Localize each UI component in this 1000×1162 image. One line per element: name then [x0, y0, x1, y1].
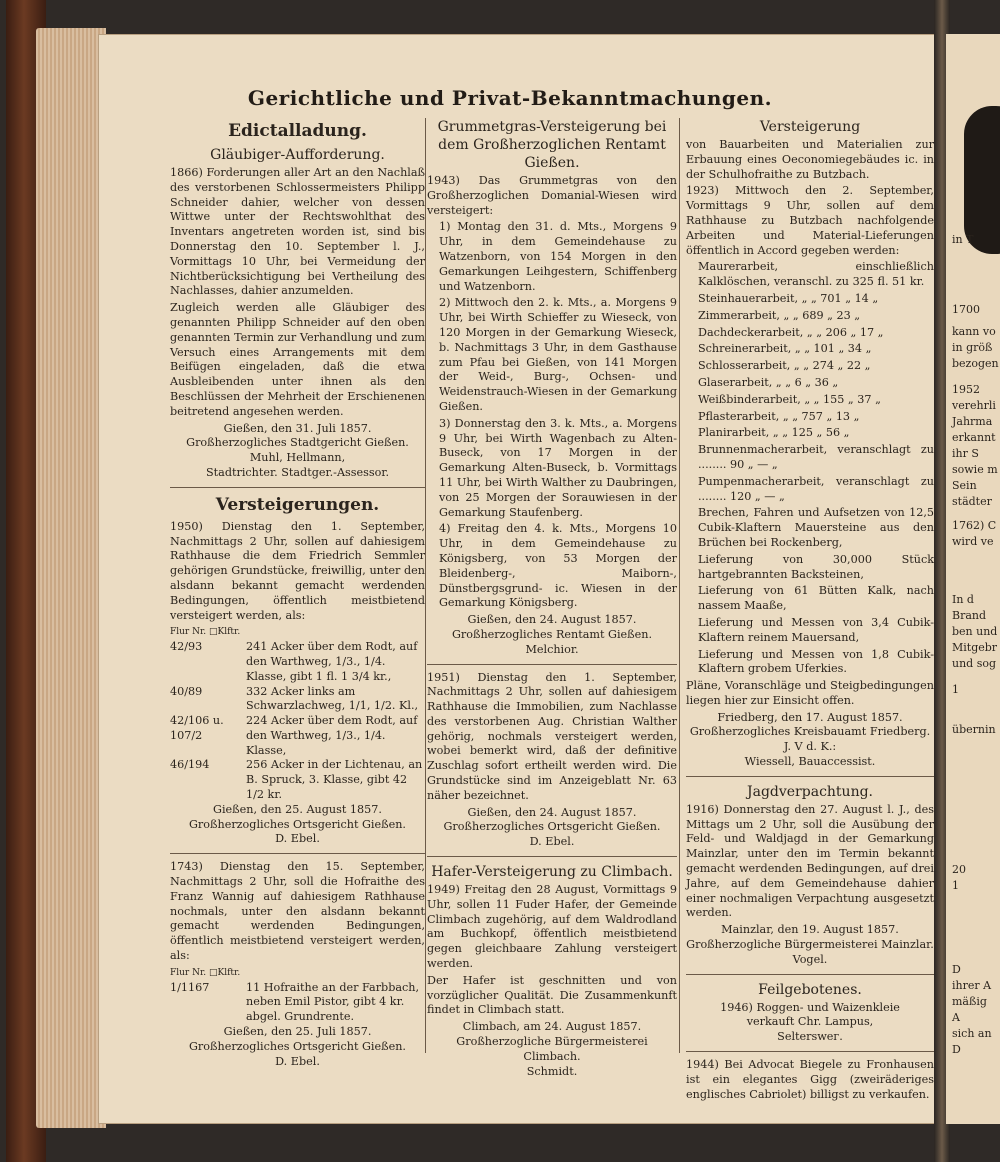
fragment: ben und [952, 625, 998, 638]
notice-text: Der Hafer ist geschnitten und von vorzüglicher Qualität. Die Zusammenkunft findet in Climbach statt. [427, 973, 677, 1017]
list-item: Pumpenmacherarbeit, veranschlagt zu ........ 120 „ — „ [698, 474, 934, 503]
fragment: und sog [952, 657, 997, 670]
fragment: in größ [952, 341, 993, 354]
signatory: D. Ebel. [529, 835, 575, 849]
notice-item: 3) Donnerstag den 3. k. Mts., a. Morgens 9 Uhr, bei Wirth Wagenbach zu Alten-Buseck, von 17 Morgen in der Gemarkung Alten-Buseck, b. Vormittags 11 Uhr, bei Wirth Walther zu Daubringen, von 25 Morgen der Sorauwiesen in der Gemarkung Staufenberg. [439, 416, 677, 519]
issuer: Großherzogliches Ortsgericht Gießen. [443, 820, 661, 834]
section-title: Versteigerung [759, 119, 861, 135]
issuer: Großherzogliches Kreisbauamt Friedberg. [689, 725, 931, 739]
signatory: Schmidt. [526, 1064, 578, 1078]
notice-date: Gießen, den 24. August 1857. [467, 613, 637, 627]
notice-date: Gießen, den 25. August 1857. [213, 802, 382, 816]
fragment: Brand [952, 609, 987, 622]
fragment: ihr S [952, 447, 979, 460]
notice-date: Gießen, den 25. Juli 1857. [223, 1025, 372, 1039]
list-item: Weißbinderarbeit, „ „ 155 „ 37 „ [698, 392, 881, 406]
fragment: sowie m [952, 463, 998, 476]
large-initial [964, 106, 1000, 254]
notice-text: 1923) Mittwoch den 2. September, Vormittags 9 Uhr, sollen auf dem Rathhause zu Butzbach nachfolgende Arbeiten und Material-Lieferungen öffentlich in Accord gegeben werden: [686, 184, 934, 257]
parcel-row: 40/89 332 Acker links am Schwarzlachweg, 1/1, 1/2. Kl., [170, 684, 419, 713]
signatory-roles: Stadtrichter. Stadtger.-Assessor. [205, 465, 390, 479]
fragment: D [952, 963, 961, 976]
signatory: Melchior. [525, 642, 579, 656]
signatory: D. Ebel. [275, 832, 320, 846]
fragment: in T [952, 233, 974, 246]
list-item: Steinhauerarbeit, „ „ 701 „ 14 „ [698, 291, 879, 305]
notice-text: 1943) Das Grummetgras von den Großherzoglichen Domanial-Wiesen wird versteigert: [427, 174, 677, 217]
list-item: Lieferung von 61 Bütten Kalk, nach nassem Maaße, [698, 584, 934, 613]
list-item: Zimmerarbeit, „ „ 689 „ 23 „ [698, 308, 861, 322]
fragment: kann vo [952, 325, 996, 338]
fragment: 1 [952, 683, 959, 696]
issuer: Großherzogliches Ortsgericht Gießen. [189, 817, 406, 831]
section-title: Jagdverpachtung. [746, 783, 873, 800]
list-item: Lieferung und Messen von 3,4 Cubik-Klaftern reinem Mauersand, [698, 615, 934, 644]
signatories: Muhl, Hellmann, [249, 451, 346, 465]
section-subtitle: Gläubiger-Aufforderung. [210, 147, 385, 163]
notice-text: 1944) Bei Advocat Biegele zu Fronhausen ist ein elegantes Gigg (zweiräderiges englisches Cabriolet) billigst zu verkaufen. [686, 1058, 934, 1101]
fragment: städter [952, 495, 992, 508]
separator [427, 664, 677, 665]
notice-item: 1) Montag den 31. d. Mts., Morgens 9 Uhr, in dem Gemeindehause zu Watzenborn, von 154 Morgen in den Gemarkungen Leihgestern, Schiffenberg und Watzenborn. [439, 220, 677, 293]
notice-text: 1866) Forderungen aller Art an den Nachlaß des verstorbenen Schlossermeisters Philipp Schneider dahier, welcher von dessen Wittwe unter der Rechtswohlthat des Inventars angetreten worden ist, sind bis Donnerstag den 10. September l. J., Vormittags 10 Uhr, bei Vermeidung der Nichtberücksichtigung bei Vertheilung des Nachlasses, dahier anzumelden. [170, 166, 425, 298]
section-subtitle: von Bauarbeiten und Materialien zur Erbauung eines Oeconomiegebäudes ic. in der Schulhofraithe zu Butzbach. [686, 138, 934, 181]
fragment: D [952, 1043, 961, 1056]
fragment: wird ve [952, 535, 994, 548]
fragment: Jahrma [952, 415, 993, 428]
notice-date: Mainzlar, den 19. August 1857. [721, 923, 899, 937]
column-1 [170, 118, 425, 1069]
separator [170, 853, 425, 854]
notice-text: 1949) Freitag den 28 August, Vormittags 9 Uhr, sollen 11 Fuder Hafer, der Gemeinde Climbach zugehörig, auf dem Waldrodland am Buchkopf, öffentlich meistbietend gegen gleichbaare Zahlung versteigert werden. [427, 883, 677, 971]
section-title: Versteigerungen. [215, 494, 380, 515]
column-3 [686, 118, 934, 1104]
issuer: Großherzogliche Bürgermeisterei Mainzlar. [686, 938, 934, 952]
notice-text: 1950) Dienstag den 1. September, Nachmittags 2 Uhr, sollen auf dahiesigem Rathhause die dem Friedrich Semmler gehörigen Grundstücke, freiwillig, unter den alsdann bekannt gemacht werdenden Bedingungen, öffentlich meistbietend versteigert werden, als: [170, 519, 425, 622]
fragment: sich an [952, 1027, 992, 1040]
fragment: 1762) C [952, 519, 997, 532]
list-item: Schlosserarbeit, „ „ 274 „ 22 „ [698, 359, 871, 373]
fragment: Mitgebr [952, 641, 998, 654]
signatory: Wiessell, Bauaccessist. [744, 755, 876, 769]
notice-date: Friedberg, den 17. August 1857. [717, 710, 903, 724]
column-2 [427, 118, 677, 1079]
issuer: Großherzogliches Rentamt Gießen. [451, 627, 653, 641]
facing-page [946, 34, 1000, 1124]
column-divider [425, 118, 426, 1053]
issuer: Großherzogliches Stadtgericht Gießen. [186, 436, 409, 450]
fragment: In d [952, 593, 974, 606]
fragment: erkannt [952, 431, 996, 444]
fragment: mäßig [952, 995, 987, 1008]
fragment: A [952, 1011, 960, 1024]
fragment: 1 [952, 879, 959, 892]
list-item: Planirarbeit, „ „ 125 „ 56 „ [698, 426, 850, 440]
page-title: Gerichtliche und Privat-Bekanntmachungen. [247, 86, 773, 110]
notice-date: Climbach, am 24. August 1857. [462, 1020, 642, 1034]
issuer: Großherzogliche Bürgermeisterei Climbach. [456, 1035, 648, 1063]
parcel-row: 1/1167 11 Hofraithe an der Farbbach, neben Emil Pistor, gibt 4 kr. abgel. Grundrente. [170, 980, 420, 1024]
separator [427, 856, 677, 857]
signatory: D. Ebel. [275, 1054, 320, 1068]
notice-text: 1951) Dienstag den 1. September, Nachmittags 2 Uhr, sollen auf dahiesigem Rathhause die Immobilien, zum Nachlasse des verstorbenen Aug. Christian Walther gehörig, nochmals versteigert werden, wobei bemerkt wird, daß der definitive Zuschlag sofort ertheilt werden wird. Die Grundstücke sind im Anzeigeblatt Nr. 63 näher bezeichnet. [427, 670, 677, 802]
list-item: Maurerarbeit, einschließlich Kalklöschen, veranschl. zu 325 fl. 51 kr. [698, 260, 934, 289]
column-divider [679, 118, 680, 1053]
fragment: 1952 [952, 383, 980, 396]
fragment: verehrli [952, 399, 996, 412]
notice-line: Selterswег. [777, 1030, 843, 1044]
fragment: Sein [952, 479, 977, 492]
fragment: ihrer A [952, 979, 992, 992]
notice-line: verkauft Chr. Lampus, [746, 1015, 874, 1029]
list-item: Brunnenmacherarbeit, veranschlagt zu ........ 90 „ — „ [698, 443, 934, 471]
signatory-by: J. V d. K.: [783, 740, 837, 754]
page-edges [36, 28, 106, 1128]
notice-date: Gießen, den 24. August 1857. [467, 805, 637, 819]
fragment: bezogen [952, 357, 999, 370]
list-item: Pflasterarbeit, „ „ 757 „ 13 „ [698, 409, 860, 423]
notice-item: 4) Freitag den 4. k. Mts., Morgens 10 Uhr, in dem Gemeindehause zu Königsberg, von 53 Morgen der Bleidenberg-, Maiborn-, Dünstbergsgrund- ic. Wiesen in der Gemarkung Königsberg. [439, 522, 677, 610]
issuer: Großherzogliches Ortsgericht Gießen. [189, 1039, 406, 1053]
parcel-row: 42/106 u. 107/2 224 Acker über dem Rodt, auf den Warthweg, 1/3., 1/4. Klasse, [170, 714, 418, 757]
notice-text: Pläne, Voranschläge und Steigbedingungen liegen hier zur Einsicht offen. [686, 679, 934, 707]
section-title: Feilgebotenes. [758, 981, 862, 998]
parcel-row: 42/93 241 Acker über dem Rodt, auf den Warthweg, 1/3., 1/4. Klasse, gibt 1 fl. 1 3/4 kr., [170, 640, 418, 683]
list-item: Schreinerarbeit, „ „ 101 „ 34 „ [698, 342, 872, 356]
section-title: Edictalladung. [228, 121, 367, 141]
separator [686, 1051, 934, 1052]
notice-text: 1916) Donnerstag den 27. August l. J., des Mittags um 2 Uhr, soll die Ausübung der Feld- und Waldjagd in der Gemarkung Mainzlar, unter den im Termin bekannt gemacht werdenden Bedingungen, auf drei Jahre, auf dem Gemeindehause dahier einer nochmaligen Verpachtung ausgesetzt werden. [686, 802, 934, 920]
fragment: 1700 [952, 303, 980, 316]
notice-item: 2) Mittwoch den 2. k. Mts., a. Morgens 9 Uhr, bei Wirth Schieffer zu Wieseck, von 120 Morgen in der Gemarkung Wieseck, b. Nachmittags 3 Uhr, in dem Gasthause zum Pfau bei Gießen, von 141 Morgen der Weid-, Burg-, Ochsen- und Weidenstrauch-Wiesen in der Gemarkung Gießen. [439, 296, 677, 413]
notice-line: 1946) Roggen- und Waizenkleie [720, 1000, 900, 1014]
list-item: Brechen, Fahren und Aufsetzen von 12,5 Cubik-Klaftern Mauersteine aus den Brüchen bei Rockenberg, [698, 506, 934, 549]
list-item: Lieferung und Messen von 1,8 Cubik-Klaftern grobem Uferkies. [698, 647, 934, 676]
separator [170, 487, 425, 488]
table-header: Flur Nr. □Klftr. [170, 627, 241, 638]
fragment: 20 [952, 863, 966, 876]
fragment: übernin [952, 723, 996, 736]
list-item: Glaserarbeit, „ „ 6 „ 36 „ [698, 375, 839, 389]
notice-date: Gießen, den 31. Juli 1857. [223, 421, 372, 435]
separator [686, 974, 934, 975]
section-title: Grummetgras-Versteigerung bei dem Großherzoglichen Rentamt Gießen. [437, 119, 667, 171]
notice-text: 1743) Dienstag den 15. September, Nachmittags 2 Uhr, soll die Hofraithe des Franz Wannig auf dahiesigem Rathhause nochmals, unter den alsdann bekannt gemacht werdenden Bedingungen, öffentlich meistbietend versteigert werden, als: [170, 860, 425, 963]
section-title: Hafer-Versteigerung zu Climbach. [431, 864, 673, 881]
list-item: Dachdeckerarbeit, „ „ 206 „ 17 „ [698, 325, 884, 339]
table-header: Flur Nr. □Klftr. [170, 967, 241, 978]
parcel-row: 46/194 256 Acker in der Lichtenau, an B. Spruck, 3. Klasse, gibt 42 1/2 kr. [170, 758, 423, 802]
signatory: Vogel. [792, 952, 828, 966]
separator [686, 776, 934, 777]
list-item: Lieferung von 30,000 Stück hartgebrannten Backsteinen, [698, 552, 934, 581]
notice-text: Zugleich werden alle Gläubiger des genannten Philipp Schneider auf den oben genannten Termin zur Verhandlung und zum Versuch eines Arrangements mit dem Beifügen eingeladen, daß die etwa Ausbleibenden unter ihnen als den Beschlüssen der Mehrheit der Erschienenen beitretend angesehen werden. [170, 301, 425, 418]
